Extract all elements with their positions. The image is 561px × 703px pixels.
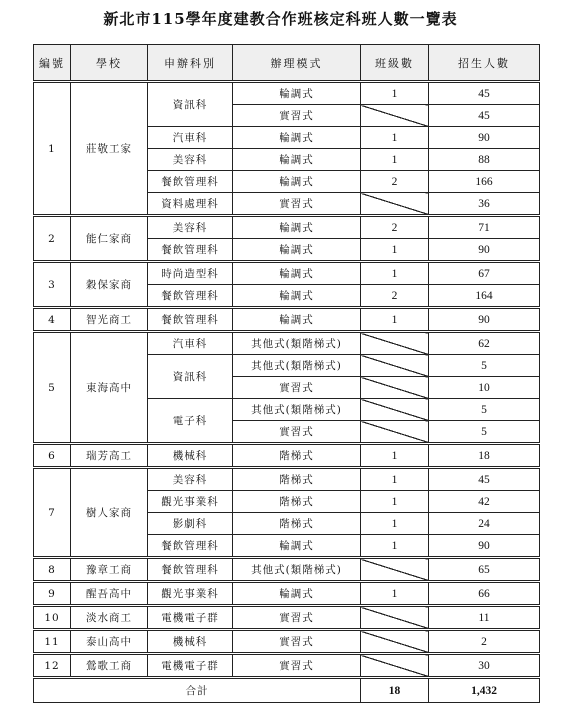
department-cell: 資料處理科 — [148, 193, 233, 216]
mode-cell: 其他式(類階梯式) — [233, 399, 361, 421]
total-students: 1,432 — [429, 678, 540, 703]
student-count-cell: 10 — [429, 377, 540, 399]
department-cell: 資訊科 — [148, 82, 233, 127]
mode-cell: 輪調式 — [233, 216, 361, 239]
table-row — [34, 308, 540, 332]
department-cell: 影劇科 — [148, 513, 233, 535]
header-no: 編號 — [34, 45, 71, 82]
student-count-cell: 45 — [429, 105, 540, 127]
student-count-cell: 2 — [429, 630, 540, 654]
class-count-cell — [361, 377, 429, 399]
mode-cell: 輪調式 — [233, 582, 361, 606]
school-number: 1 — [34, 82, 71, 216]
school-name: 瑞芳高工 — [71, 444, 148, 468]
mode-cell: 實習式 — [233, 377, 361, 399]
mode-cell: 階梯式 — [233, 444, 361, 468]
student-count-cell: 5 — [429, 399, 540, 421]
table-row — [34, 654, 540, 678]
student-count-cell: 65 — [429, 558, 540, 582]
class-count-cell: 2 — [361, 285, 429, 308]
school-number: 6 — [34, 444, 71, 468]
mode-cell: 其他式(類階梯式) — [233, 558, 361, 582]
table-body — [34, 82, 540, 678]
mode-cell: 階梯式 — [233, 491, 361, 513]
table-row — [34, 606, 540, 630]
school-number: 9 — [34, 582, 71, 606]
mode-cell: 輪調式 — [233, 239, 361, 262]
student-count-cell: 18 — [429, 444, 540, 468]
school-number: 11 — [34, 630, 71, 654]
department-cell: 餐飲管理科 — [148, 239, 233, 262]
student-count-cell: 66 — [429, 582, 540, 606]
department-cell: 美容科 — [148, 468, 233, 491]
mode-cell: 其他式(類階梯式) — [233, 332, 361, 355]
school-name: 能仁家商 — [71, 216, 148, 262]
student-count-cell: 90 — [429, 239, 540, 262]
student-count-cell: 45 — [429, 468, 540, 491]
header-department: 申辦科別 — [148, 45, 233, 82]
student-count-cell: 11 — [429, 606, 540, 630]
student-count-cell: 36 — [429, 193, 540, 216]
student-count-cell: 67 — [429, 262, 540, 285]
table-row — [34, 558, 540, 582]
class-count-cell: 1 — [361, 82, 429, 105]
mode-cell: 實習式 — [233, 654, 361, 678]
student-count-cell: 5 — [429, 421, 540, 444]
header-students: 招生人數 — [429, 45, 540, 82]
mode-cell: 輪調式 — [233, 262, 361, 285]
class-count-cell — [361, 355, 429, 377]
table-row — [34, 82, 540, 105]
department-cell: 美容科 — [148, 216, 233, 239]
department-cell: 汽車科 — [148, 332, 233, 355]
school-name: 淡水商工 — [71, 606, 148, 630]
department-cell: 餐飲管理科 — [148, 171, 233, 193]
school-number: 4 — [34, 308, 71, 332]
department-cell: 餐飲管理科 — [148, 558, 233, 582]
class-count-cell — [361, 606, 429, 630]
student-count-cell: 30 — [429, 654, 540, 678]
school-name: 鶯歌工商 — [71, 654, 148, 678]
header-school: 學校 — [71, 45, 148, 82]
student-count-cell: 71 — [429, 216, 540, 239]
class-count-cell: 1 — [361, 444, 429, 468]
student-count-cell: 90 — [429, 127, 540, 149]
mode-cell: 輪調式 — [233, 285, 361, 308]
mode-cell: 階梯式 — [233, 513, 361, 535]
mode-cell: 實習式 — [233, 193, 361, 216]
class-count-cell: 1 — [361, 491, 429, 513]
total-classes: 18 — [361, 678, 429, 703]
student-count-cell: 42 — [429, 491, 540, 513]
school-number: 12 — [34, 654, 71, 678]
department-cell: 機械科 — [148, 630, 233, 654]
student-count-cell: 166 — [429, 171, 540, 193]
table-row — [34, 582, 540, 606]
mode-cell: 實習式 — [233, 105, 361, 127]
student-count-cell: 24 — [429, 513, 540, 535]
class-count-cell: 1 — [361, 308, 429, 332]
class-count-cell — [361, 654, 429, 678]
school-number: 8 — [34, 558, 71, 582]
class-count-cell: 1 — [361, 582, 429, 606]
class-count-cell: 1 — [361, 535, 429, 558]
table-row — [34, 468, 540, 491]
school-name: 穀保家商 — [71, 262, 148, 308]
student-count-cell: 164 — [429, 285, 540, 308]
school-name: 醒吾高中 — [71, 582, 148, 606]
class-count-cell: 1 — [361, 239, 429, 262]
school-name: 泰山高中 — [71, 630, 148, 654]
class-count-cell: 1 — [361, 149, 429, 171]
mode-cell: 輪調式 — [233, 535, 361, 558]
department-cell: 機械科 — [148, 444, 233, 468]
enrollment-table — [33, 44, 540, 703]
mode-cell: 階梯式 — [233, 468, 361, 491]
mode-cell: 實習式 — [233, 606, 361, 630]
student-count-cell: 90 — [429, 535, 540, 558]
school-name: 樹人家商 — [71, 468, 148, 558]
school-number: 10 — [34, 606, 71, 630]
total-label: 合計 — [34, 678, 361, 703]
table-row — [34, 216, 540, 239]
mode-cell: 輪調式 — [233, 127, 361, 149]
table-header-row — [34, 45, 540, 82]
class-count-cell — [361, 193, 429, 216]
class-count-cell: 1 — [361, 127, 429, 149]
mode-cell: 輪調式 — [233, 171, 361, 193]
class-count-cell — [361, 558, 429, 582]
class-count-cell: 1 — [361, 262, 429, 285]
school-number: 2 — [34, 216, 71, 262]
mode-cell: 輪調式 — [233, 82, 361, 105]
school-name: 東海高中 — [71, 332, 148, 444]
class-count-cell: 2 — [361, 216, 429, 239]
student-count-cell: 5 — [429, 355, 540, 377]
school-name: 莊敬工家 — [71, 82, 148, 216]
student-count-cell: 88 — [429, 149, 540, 171]
school-name: 豫章工商 — [71, 558, 148, 582]
class-count-cell: 2 — [361, 171, 429, 193]
class-count-cell — [361, 332, 429, 355]
school-number: 7 — [34, 468, 71, 558]
mode-cell: 輪調式 — [233, 149, 361, 171]
class-count-cell — [361, 105, 429, 127]
department-cell: 電機電子群 — [148, 654, 233, 678]
department-cell: 時尚造型科 — [148, 262, 233, 285]
mode-cell: 輪調式 — [233, 308, 361, 332]
class-count-cell — [361, 630, 429, 654]
department-cell: 電子科 — [148, 399, 233, 444]
table-row — [34, 262, 540, 285]
mode-cell: 實習式 — [233, 421, 361, 444]
table-row — [34, 332, 540, 355]
school-number: 5 — [34, 332, 71, 444]
department-cell: 美容科 — [148, 149, 233, 171]
student-count-cell: 90 — [429, 308, 540, 332]
mode-cell: 實習式 — [233, 630, 361, 654]
department-cell: 電機電子群 — [148, 606, 233, 630]
department-cell: 餐飲管理科 — [148, 285, 233, 308]
school-number: 3 — [34, 262, 71, 308]
table-row — [34, 444, 540, 468]
student-count-cell: 45 — [429, 82, 540, 105]
document-title: 新北市115學年度建教合作班核定科班人數一覽表 — [103, 10, 458, 28]
department-cell: 觀光事業科 — [148, 582, 233, 606]
school-name: 智光商工 — [71, 308, 148, 332]
student-count-cell: 62 — [429, 332, 540, 355]
class-count-cell — [361, 399, 429, 421]
header-mode: 辦理模式 — [233, 45, 361, 82]
department-cell: 資訊科 — [148, 355, 233, 399]
department-cell: 觀光事業科 — [148, 491, 233, 513]
class-count-cell: 1 — [361, 513, 429, 535]
department-cell: 餐飲管理科 — [148, 535, 233, 558]
class-count-cell: 1 — [361, 468, 429, 491]
department-cell: 汽車科 — [148, 127, 233, 149]
table-row — [34, 630, 540, 654]
mode-cell: 其他式(類階梯式) — [233, 355, 361, 377]
header-classes: 班級數 — [361, 45, 429, 82]
total-row — [34, 678, 540, 703]
department-cell: 餐飲管理科 — [148, 308, 233, 332]
class-count-cell — [361, 421, 429, 444]
